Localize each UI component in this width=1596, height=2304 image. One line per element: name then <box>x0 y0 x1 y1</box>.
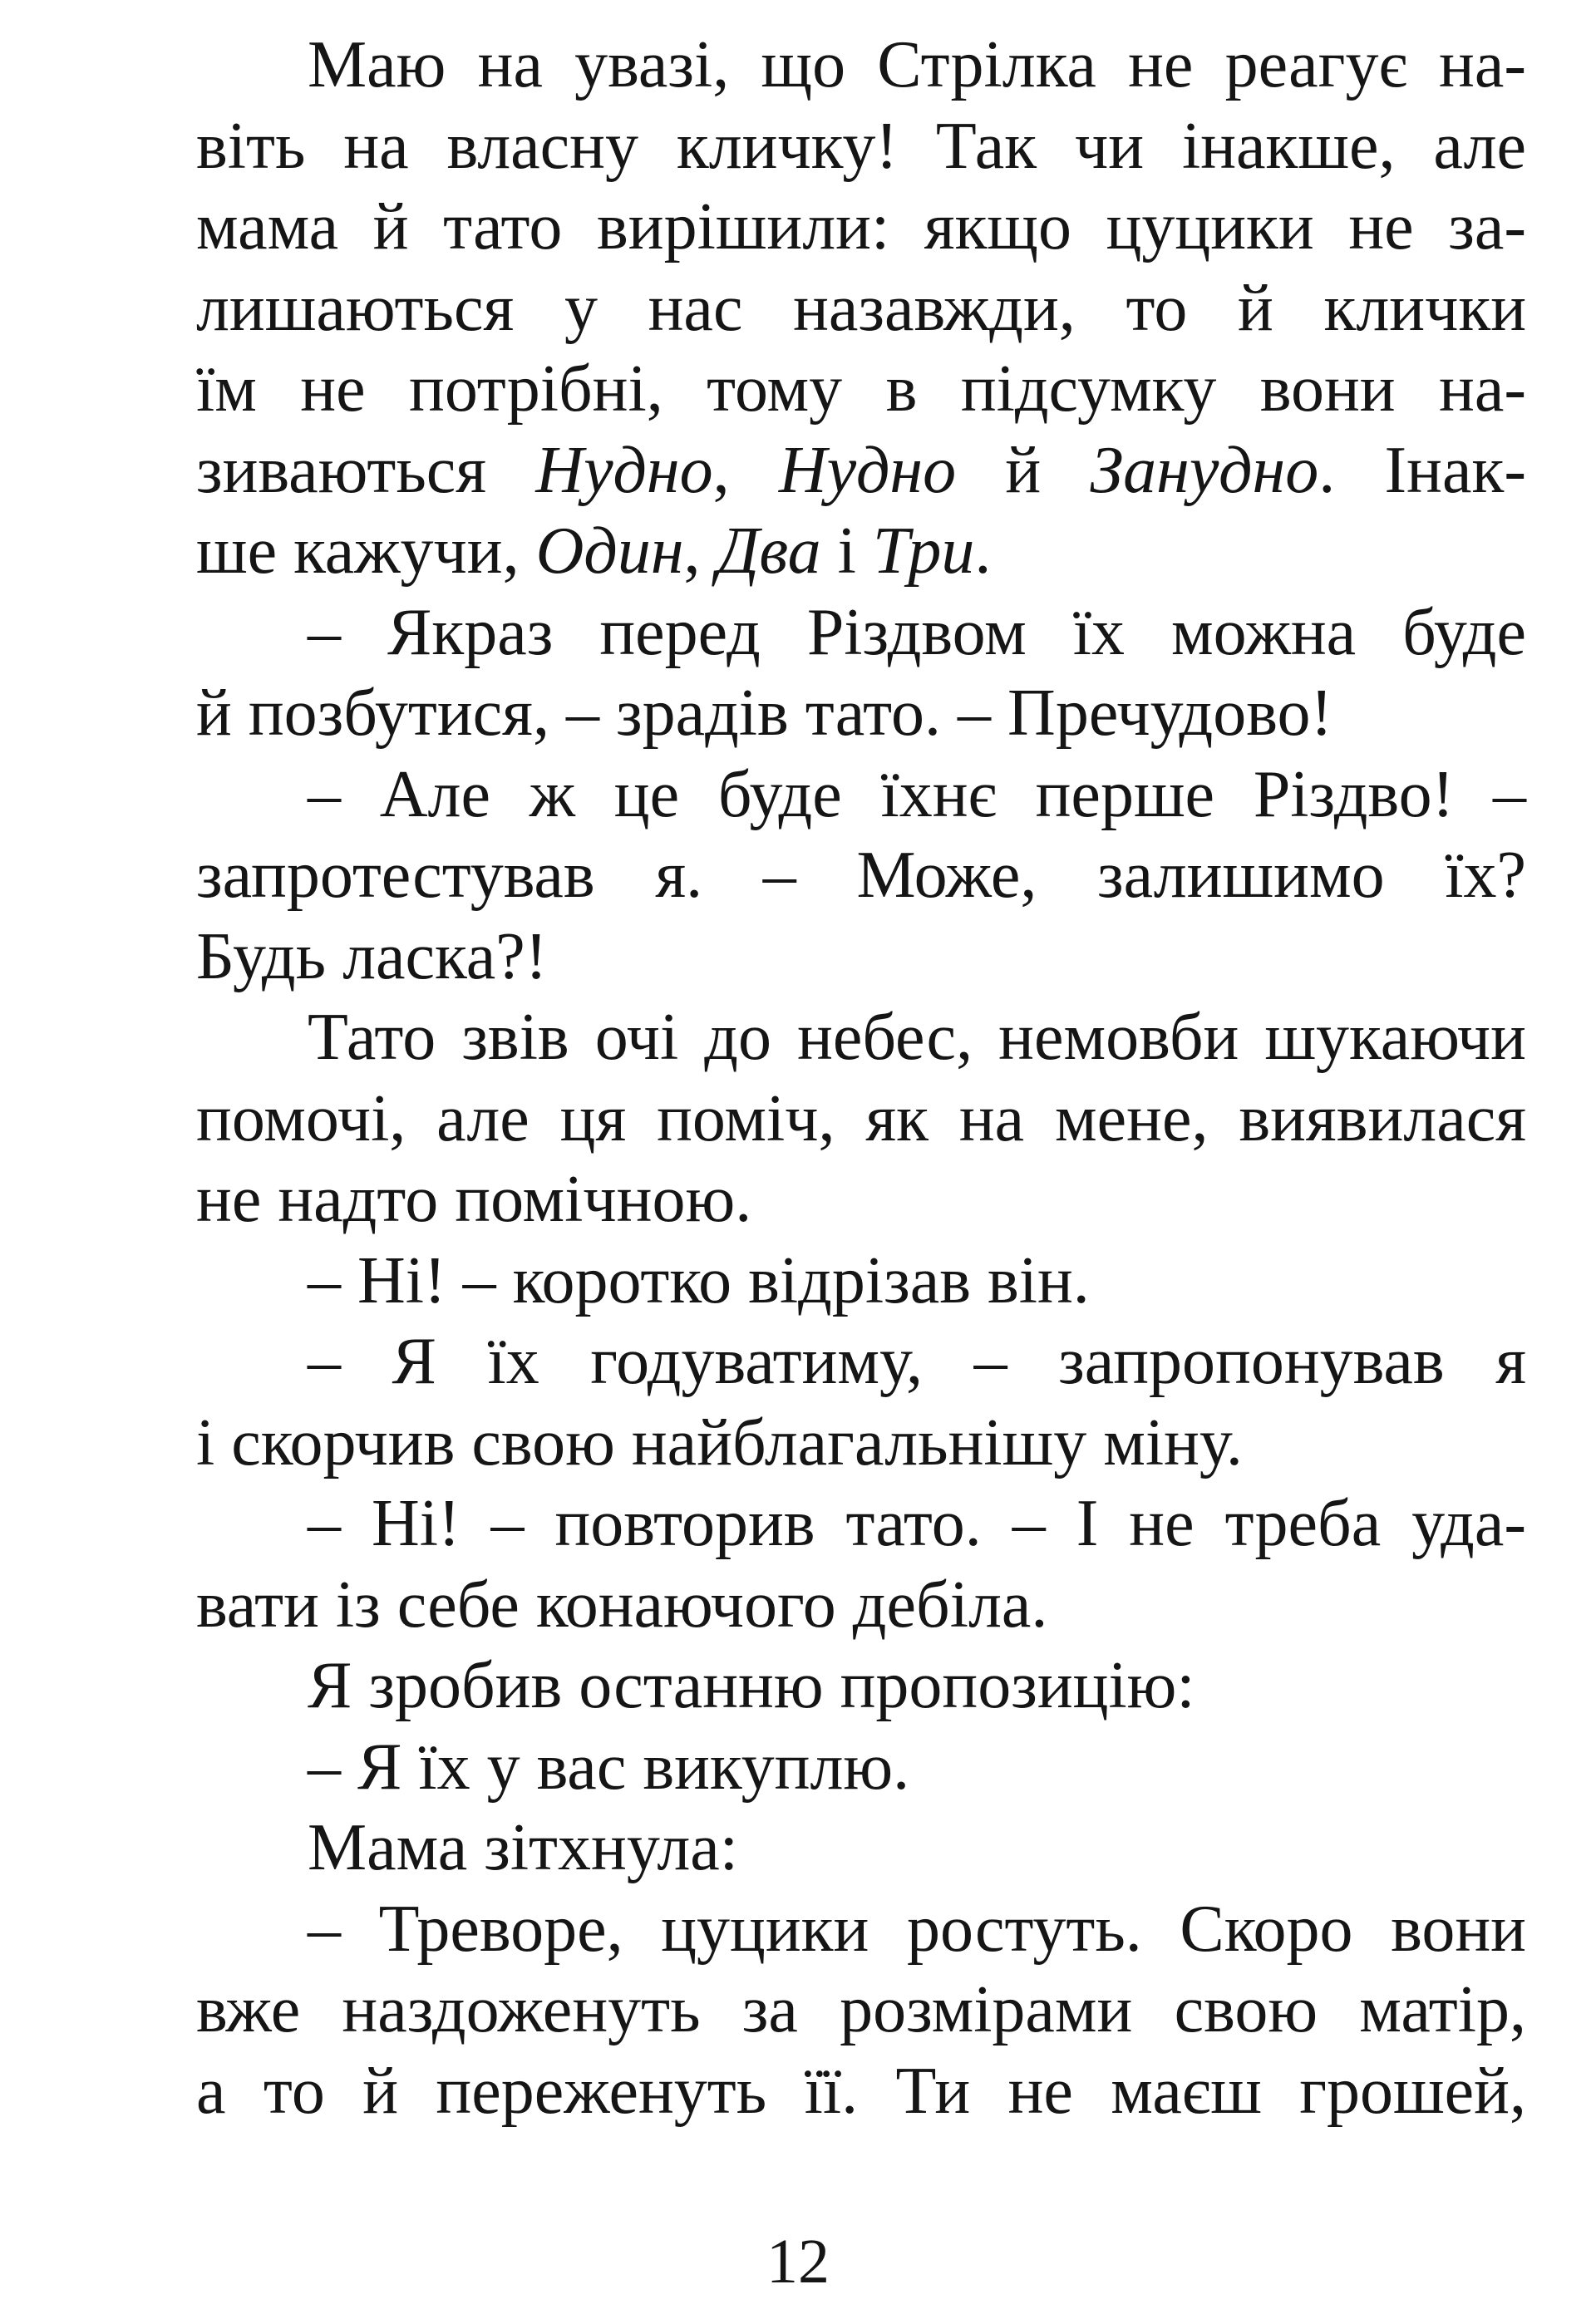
text-segment: і скорчив свою найблагальнішу міну. <box>196 1406 1243 1479</box>
text-segment: , <box>712 433 779 507</box>
text-segment: – Ні! – коротко відрізав він. <box>308 1243 1090 1317</box>
text-line-content <box>196 349 1526 431</box>
text-line-content <box>196 268 1526 350</box>
text-line <box>196 431 1526 512</box>
text-line <box>196 1403 1526 1484</box>
text-segment: – Але ж це буде їхнє перше Різдво! – <box>308 757 1527 831</box>
text-segment: – Я їх у вас викуплю. <box>308 1730 910 1804</box>
text-line-content <box>196 106 1526 188</box>
text-line-content <box>196 511 991 593</box>
text-line-content <box>196 1403 1243 1484</box>
text-line-content <box>196 187 1526 268</box>
text-line-content <box>196 835 1526 917</box>
italic-text: Нудно <box>778 433 957 507</box>
text-line <box>196 1646 1526 1727</box>
text-line <box>196 1727 1526 1809</box>
text-segment: Мама зітхнула: <box>308 1811 738 1884</box>
text-segment: – Треворе, цуцики ростуть. Скоро вони <box>308 1892 1526 1966</box>
text-segment: . <box>974 514 992 588</box>
text-line <box>196 106 1526 188</box>
text-line-content <box>196 673 1332 755</box>
text-segment: а то й переженуть її. Ти не маєш грошей, <box>196 2054 1526 2128</box>
italic-text: Три <box>872 514 975 588</box>
text-segment: віть на власну кличку! Так чи інакше, але <box>196 109 1526 183</box>
text-line <box>196 1159 1526 1241</box>
text-line-content <box>196 917 547 998</box>
text-line <box>196 835 1526 917</box>
text-segment: вже наздоженуть за розмірами свою матір, <box>196 1973 1526 2046</box>
text-line <box>196 1241 1526 1322</box>
text-line <box>196 511 1526 593</box>
text-line <box>196 593 1526 674</box>
text-line <box>196 755 1526 836</box>
text-line-content <box>308 1727 909 1809</box>
text-line <box>196 1322 1526 1403</box>
text-line-content <box>308 593 1526 674</box>
text-line <box>196 1079 1526 1160</box>
text-line-content <box>308 1889 1526 1971</box>
text-segment: лишаються у нас назавжди, то й клички <box>196 271 1527 345</box>
text-line <box>196 25 1526 106</box>
text-segment: – Я їх годуватиму, – запропонував я <box>308 1325 1527 1398</box>
italic-text: Нудно <box>535 433 713 507</box>
text-segment: мама й тато вирішили: якщо цуцики не за- <box>196 190 1526 263</box>
text-segment: і <box>820 514 873 588</box>
text-segment: ше кажучи, <box>196 514 536 588</box>
text-line <box>196 673 1526 755</box>
text-line-content <box>196 431 1526 512</box>
text-line <box>196 1565 1526 1647</box>
text-line-content <box>196 1565 1047 1647</box>
italic-text: Один <box>535 514 684 588</box>
text-line-content <box>196 1079 1526 1160</box>
text-line <box>196 1808 1526 1889</box>
text-line-content <box>308 1646 1195 1727</box>
text-line-content <box>196 2051 1526 2133</box>
text-segment: помочі, але ця поміч, як на мене, виявилася <box>196 1081 1527 1155</box>
text-line <box>196 187 1526 268</box>
page-body-text <box>196 25 1526 2132</box>
text-line-content <box>308 1484 1526 1565</box>
text-segment: не надто помічною. <box>196 1163 752 1236</box>
text-segment: – Якраз перед Різдвом їх можна буде <box>308 595 1526 669</box>
text-line <box>196 1889 1526 1971</box>
text-segment: Маю на увазі, що Стрілка не реагує на- <box>308 28 1526 101</box>
text-line-content <box>308 1808 738 1889</box>
text-line <box>196 268 1526 350</box>
text-segment: й <box>956 433 1091 507</box>
text-segment: Тато звів очі до небес, немовби шукаючи <box>308 1001 1526 1074</box>
text-line <box>196 917 1526 998</box>
text-segment: – Ні! – повторив тато. – І не треба уда- <box>308 1487 1526 1560</box>
text-segment: зиваються <box>196 433 536 507</box>
italic-text: Два <box>717 514 821 588</box>
text-line-content <box>308 997 1526 1079</box>
text-segment: Я зробив останню пропозицію: <box>308 1649 1195 1722</box>
text-line <box>196 1484 1526 1565</box>
page-number: 12 <box>766 2227 830 2297</box>
text-line-content <box>308 25 1526 106</box>
text-line-content <box>308 755 1526 836</box>
text-segment: й позбутися, – зрадів тато. – Пречудово! <box>196 677 1333 750</box>
text-segment: їм не потрібні, тому в підсумку вони на- <box>196 352 1527 426</box>
text-line-content <box>308 1322 1526 1403</box>
text-segment: , <box>683 514 717 588</box>
text-line <box>196 1970 1526 2051</box>
text-line-content <box>196 1970 1526 2051</box>
text-line-content <box>308 1241 1090 1322</box>
italic-text: Занудно <box>1090 433 1319 507</box>
text-segment: запротестував я. – Може, залишимо їх? <box>196 839 1526 912</box>
text-line <box>196 997 1526 1079</box>
text-line-content <box>196 1159 751 1241</box>
text-segment: . Інак- <box>1318 433 1527 507</box>
text-segment: вати із себе конаючого дебіла. <box>196 1568 1048 1642</box>
text-line <box>196 349 1526 431</box>
text-segment: Будь ласка?! <box>196 919 548 993</box>
text-line <box>196 2051 1526 2133</box>
